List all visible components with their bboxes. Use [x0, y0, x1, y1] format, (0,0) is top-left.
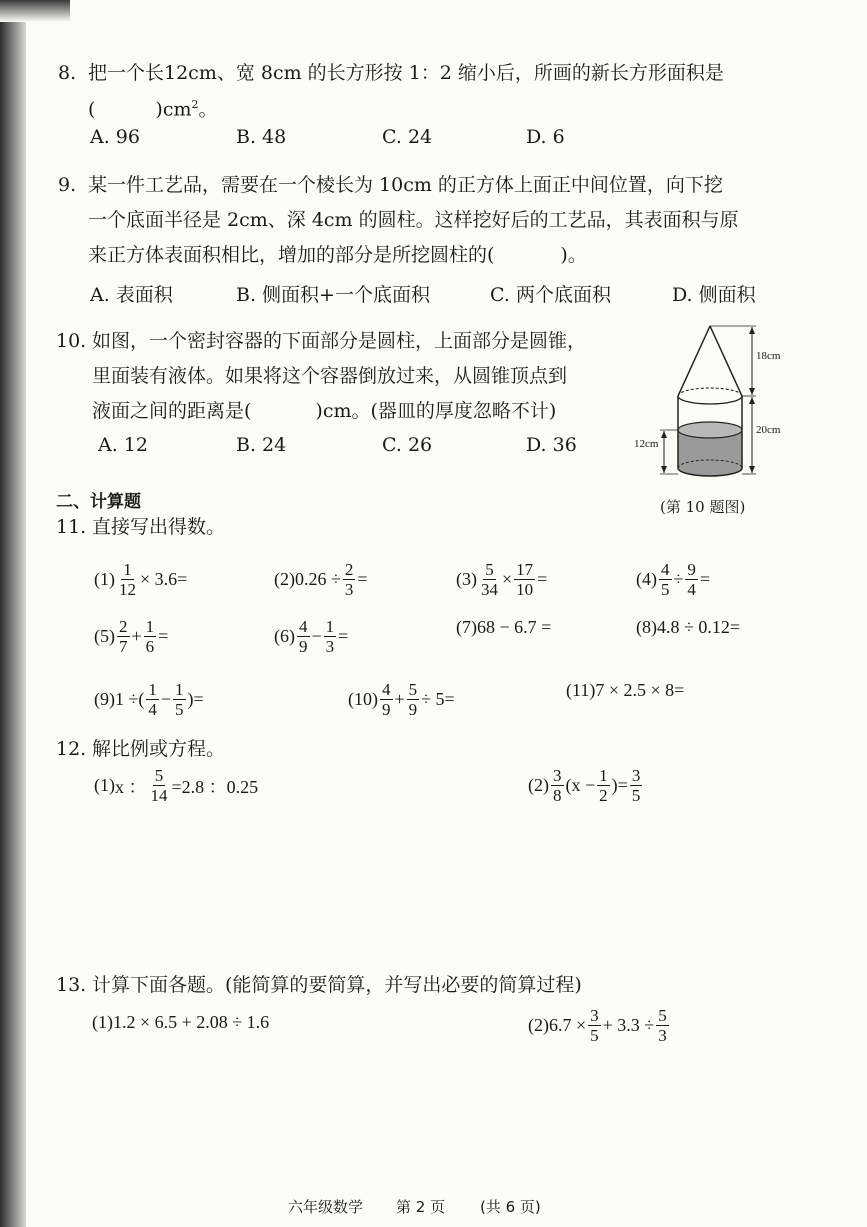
- denominator: 34: [481, 580, 498, 599]
- numerator: 1: [148, 680, 157, 699]
- denominator: 10: [516, 580, 534, 599]
- item-label: (10): [348, 689, 378, 709]
- q8-number: 8.: [58, 62, 77, 84]
- q9-option-d[interactable]: D. 侧面积: [672, 284, 756, 306]
- expression-part: )=: [611, 775, 628, 795]
- q9-text-line1: 某一件工艺品，需要在一个棱长为 10cm 的正方体上面正中间位置，向下挖: [88, 174, 723, 196]
- item-label: (2): [274, 569, 295, 589]
- q13-number: 13.: [56, 974, 87, 996]
- fraction: [597, 766, 610, 805]
- expression-part: x ：: [115, 776, 147, 797]
- expression-part: =: [338, 626, 349, 646]
- item-label: (5): [94, 626, 115, 646]
- numerator: 9: [687, 560, 696, 579]
- expression-part: 7 × 2.5 × 8=: [595, 680, 685, 700]
- container-figure: [630, 318, 800, 490]
- denominator: 6: [145, 637, 155, 656]
- q10-option-b[interactable]: B. 24: [236, 434, 287, 456]
- q8-option-b[interactable]: B. 48: [236, 126, 287, 148]
- q8-text-line2: ( )$cm^2$。: [88, 98, 218, 121]
- q10-text-line1: 如图，一个密封容器的下面部分是圆柱，上面部分是圆锥，: [92, 330, 587, 352]
- item-label: (9): [94, 689, 115, 709]
- item-label: (4): [636, 569, 657, 589]
- q8-option-d[interactable]: D. 6: [526, 126, 565, 148]
- item-label: (8): [636, 617, 657, 637]
- numerator: 5: [408, 680, 418, 699]
- expression-part: 4.8 ÷ 0.12=: [657, 617, 741, 637]
- denominator: 12: [119, 580, 136, 599]
- fraction: [173, 680, 186, 719]
- fraction: [117, 617, 130, 656]
- fraction: [146, 680, 159, 719]
- q11-number: 11.: [56, 516, 87, 538]
- expression-part: 1.2 × 6.5 + 2.08 ÷ 1.6: [113, 1012, 270, 1032]
- figure-caption: (第 10 题图): [660, 498, 746, 516]
- fraction: [514, 560, 535, 599]
- footer-total: (共 6 页): [480, 1198, 541, 1216]
- operator: =: [357, 569, 368, 589]
- q11-item: [636, 560, 710, 599]
- q11-item: [636, 617, 740, 638]
- item-label: (3): [456, 569, 477, 589]
- figure-label-liquid-height: 12cm: [634, 438, 659, 450]
- q12-title: 解比例或方程。: [92, 738, 226, 760]
- denominator: 8: [553, 786, 562, 805]
- q13-item: [92, 1012, 269, 1033]
- q12-number: 12.: [56, 738, 87, 760]
- fraction: [551, 766, 564, 805]
- numerator: 1: [123, 560, 132, 579]
- scan-corner: [0, 0, 70, 22]
- denominator: 5: [661, 580, 670, 599]
- operator: −: [311, 626, 322, 646]
- numerator: 3: [590, 1006, 599, 1025]
- item-label: (7): [456, 617, 477, 637]
- denominator: 3: [325, 637, 335, 656]
- item-label: (1): [92, 1012, 113, 1032]
- fraction: [117, 560, 138, 599]
- denominator: 14: [150, 786, 168, 805]
- operator: +: [131, 626, 142, 646]
- expression-part: =: [699, 569, 711, 589]
- expression-part: 6.7 ×: [549, 1015, 587, 1035]
- operator: −: [160, 689, 172, 709]
- q11-item: [274, 617, 348, 656]
- fraction: [685, 560, 698, 599]
- denominator: 2: [599, 786, 608, 805]
- q12-item: [94, 766, 258, 805]
- fraction: [380, 680, 393, 719]
- expression-part: ÷ 5=: [421, 689, 455, 709]
- q11-item: [456, 560, 547, 599]
- q11-item: [94, 560, 187, 599]
- fraction: [324, 617, 337, 656]
- expression-part: =: [537, 569, 548, 589]
- q11-item: [456, 617, 551, 638]
- q9-text-line2: 一个底面半径是 2cm、深 4cm 的圆柱。这样挖好后的工艺品，其表面积与原: [88, 209, 739, 231]
- numerator: 1: [175, 680, 184, 699]
- numerator: 3: [631, 766, 641, 785]
- q11-item: [94, 680, 204, 719]
- operator: ×: [502, 569, 513, 589]
- footer-subject: 六年级数学: [288, 1198, 364, 1216]
- denominator: 3: [658, 1026, 667, 1045]
- numerator: 1: [325, 617, 335, 636]
- denominator: 9: [299, 637, 308, 656]
- fraction: [144, 617, 157, 656]
- q11-item: [348, 680, 455, 719]
- fraction: [588, 1006, 601, 1045]
- denominator: 4: [148, 700, 157, 719]
- figure-label-cone-height: 18cm: [756, 350, 781, 362]
- q10-number: 10.: [56, 330, 87, 352]
- operator: (x −: [565, 775, 596, 795]
- q12-item: [528, 766, 644, 805]
- q11-item: [274, 560, 368, 599]
- q8-text-line1: 把一个长12cm、宽 8cm 的长方形按 1：2 缩小后，所画的新长方形面积是: [88, 62, 724, 84]
- operator: =2.8 ：0.25: [171, 776, 259, 797]
- q10-text-line2: 里面装有液体。如果将这个容器倒放过来，从圆锥顶点到: [92, 365, 568, 387]
- operator: × 3.6=: [140, 569, 188, 589]
- numerator: 3: [553, 766, 562, 785]
- q10-text-line3: 液面之间的距离是( )cm。(器皿的厚度忽略不计): [92, 400, 557, 422]
- item-label: (6): [274, 626, 295, 646]
- operator: + 3.3 ÷: [602, 1015, 655, 1035]
- operator: ÷: [673, 569, 684, 589]
- q11-item: [566, 680, 684, 701]
- expression-part: 68 − 6.7 =: [477, 617, 552, 637]
- item-label: (11): [566, 680, 596, 700]
- numerator: 4: [299, 617, 308, 636]
- fraction: [659, 560, 672, 599]
- numerator: 5: [485, 560, 494, 579]
- numerator: 2: [119, 617, 128, 636]
- q9-option-c[interactable]: C. 两个底面积: [490, 284, 611, 306]
- q9-option-b[interactable]: B. 侧面积+一个底面积: [236, 284, 430, 306]
- denominator: 7: [119, 637, 128, 656]
- numerator: 4: [661, 560, 670, 579]
- operator: +: [394, 689, 405, 709]
- numerator: 2: [344, 560, 354, 579]
- denominator: 9: [382, 700, 391, 719]
- fraction: [407, 680, 420, 719]
- numerator: 5: [658, 1006, 667, 1025]
- q9-text-line3: 来正方体表面积相比，增加的部分是所挖圆柱的( )。: [88, 244, 587, 266]
- q8-option-a[interactable]: A. 96: [90, 126, 140, 148]
- item-label: (1): [94, 775, 115, 795]
- q11-item: [94, 617, 168, 656]
- fraction: [479, 560, 500, 599]
- q10-option-c[interactable]: C. 26: [382, 434, 433, 456]
- fraction: [149, 766, 170, 805]
- fraction: [297, 617, 310, 656]
- expression-part: )=: [187, 689, 204, 709]
- q9-number: 9.: [58, 174, 77, 196]
- numerator: 1: [145, 617, 155, 636]
- q13-title: 计算下面各题。(能简算的要简算，并写出必要的简算过程): [92, 974, 582, 996]
- denominator: 5: [631, 786, 641, 805]
- denominator: 5: [175, 700, 184, 719]
- numerator: 17: [516, 560, 534, 579]
- numerator: 5: [154, 766, 164, 785]
- fraction: [343, 560, 356, 599]
- denominator: 3: [344, 580, 354, 599]
- q11-title: 直接写出得数。: [92, 516, 226, 538]
- liquid-surface: [678, 422, 742, 438]
- q13-item: [528, 1006, 671, 1045]
- denominator: 9: [408, 700, 418, 719]
- cone-edge-left: [678, 326, 710, 396]
- expression-part: =: [158, 626, 169, 646]
- numerator: 1: [599, 766, 608, 785]
- expression-part: 0.26 ÷: [295, 569, 341, 589]
- footer-page: 第 2 页: [396, 1198, 446, 1216]
- denominator: 4: [687, 580, 696, 599]
- q9-option-a[interactable]: A. 表面积: [90, 284, 173, 306]
- item-label: (2): [528, 775, 549, 795]
- section-title: 二、计算题: [56, 492, 141, 512]
- figure-label-total-height: 20cm: [756, 424, 781, 436]
- q10-option-a[interactable]: A. 12: [98, 434, 148, 456]
- scan-edge: [0, 0, 26, 1227]
- denominator: 5: [590, 1026, 599, 1045]
- fraction: [656, 1006, 669, 1045]
- q8-option-c[interactable]: C. 24: [382, 126, 433, 148]
- q10-option-d[interactable]: D. 36: [526, 434, 577, 456]
- item-label: (2): [528, 1015, 549, 1035]
- item-label: (1): [94, 569, 115, 589]
- expression-part: 1 ÷(: [115, 689, 145, 709]
- numerator: 4: [382, 680, 391, 699]
- cone-edge-right: [710, 326, 742, 396]
- fraction: [630, 766, 643, 805]
